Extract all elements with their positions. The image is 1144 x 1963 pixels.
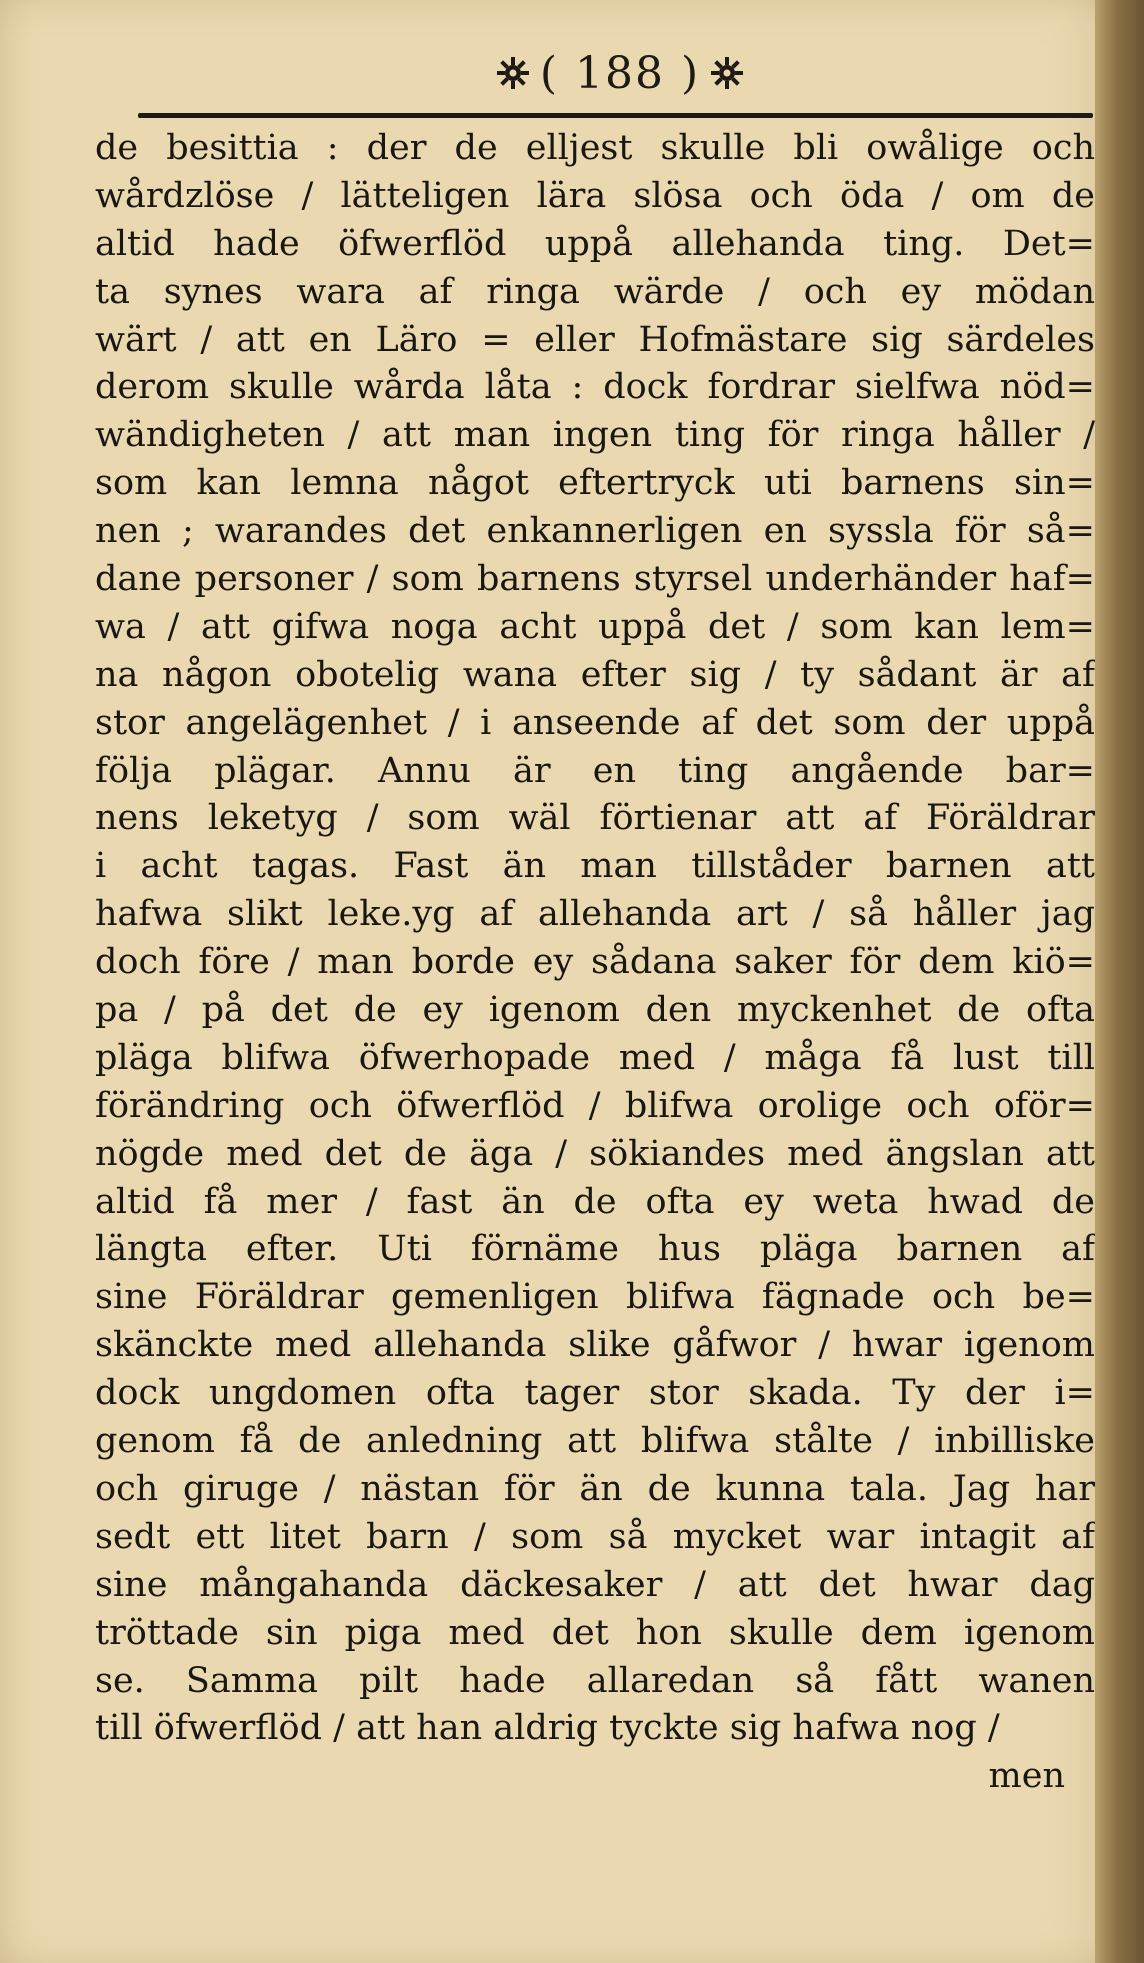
fleuron-icon — [710, 56, 744, 90]
text-line: de besittia : der de elljest skulle bli owålige och — [95, 128, 1095, 168]
text-line: se. Samma pilt hade allaredan så fått wanen — [95, 1660, 1095, 1701]
text-line: nens leketyg / som wäl förtienar att af Föräldrar — [95, 798, 1095, 839]
text-line: skänckte med allehanda slike gåfwor / hwar igenom — [95, 1325, 1095, 1366]
page-header — [470, 38, 770, 108]
text-line: derom skulle wårda låta : dock fordrar sielfwa nöd= — [95, 367, 1095, 408]
text-line: följa plägar. Annu är en ting angående bar= — [95, 750, 1095, 791]
text-line: som kan lemna något eftertryck uti barnens sin= — [95, 463, 1095, 504]
body-text — [95, 125, 1095, 1801]
text-line: förändring och öfwerflöd / blifwa orolige och oför= — [95, 1085, 1095, 1126]
text-line: tröttade sin piga med det hon skulle dem igenom — [95, 1612, 1095, 1653]
text-line: doch före / man borde ey sådana saker för dem kiö= — [95, 942, 1095, 983]
text-line: ta synes wara af ringa wärde / och ey mödan — [95, 271, 1095, 312]
text-line: sine mångahanda däckesaker / att det hwar dag — [95, 1564, 1095, 1605]
text-line: sedt ett litet barn / som så mycket war intagit af — [95, 1516, 1095, 1557]
text-line: altid få mer / fast än de ofta ey weta hwad de — [95, 1181, 1095, 1222]
catchword: men — [988, 1756, 1065, 1797]
text-line: till öfwerflöd / att han aldrig tyckte sig hafwa nog / — [95, 1708, 1000, 1749]
text-line: wärt / att en Läro = eller Hofmästare sig särdeles — [95, 319, 1095, 360]
fleuron-icon — [496, 56, 530, 90]
text-line: i acht tagas. Fast än man tillståder barnen att — [95, 846, 1095, 887]
text-line: pläga blifwa öfwerhopade med / måga få lust till — [95, 1037, 1095, 1078]
text-line: dock ungdomen ofta tager stor skada. Ty der i= — [95, 1373, 1095, 1414]
text-line: wårdzlöse / lätteligen lära slösa och öda / om de — [95, 175, 1095, 216]
header-rule — [138, 113, 1093, 118]
text-line: wa / att gifwa noga acht uppå det / som kan lem= — [95, 606, 1095, 647]
text-line: stor angelägenhet / i anseende af det som der uppå — [95, 702, 1095, 743]
text-line: nögde med det de äga / sökiandes med ängslan att — [95, 1133, 1095, 1174]
text-line: dane personer / som barnens styrsel underhänder haf= — [95, 559, 1095, 600]
text-line: sine Föräldrar gemenligen blifwa fägnade och be= — [95, 1277, 1095, 1318]
text-line: wändigheten / att man ingen ting för ringa håller / — [95, 415, 1095, 456]
text-line: genom få de anledning att blifwa stålte / inbilliske — [95, 1421, 1095, 1462]
book-spine — [1095, 0, 1144, 1963]
text-line: längta efter. Uti förnäme hus pläga barnen af — [95, 1229, 1095, 1270]
page-number: ( 188 ) — [539, 47, 701, 99]
text-line: altid hade öfwerflöd uppå allehanda ting. Det= — [95, 223, 1095, 264]
text-line: nen ; warandes det enkannerligen en syssla för så= — [95, 511, 1095, 552]
text-line: och giruge / nästan för än de kunna tala. Jag har — [95, 1468, 1095, 1509]
text-line: na någon obotelig wana efter sig / ty sådant är af — [95, 654, 1095, 695]
text-line: pa / på det de ey igenom den myckenhet de ofta — [95, 990, 1095, 1031]
text-line: hafwa slikt leke.yg af allehanda art / så håller jag — [95, 894, 1095, 935]
